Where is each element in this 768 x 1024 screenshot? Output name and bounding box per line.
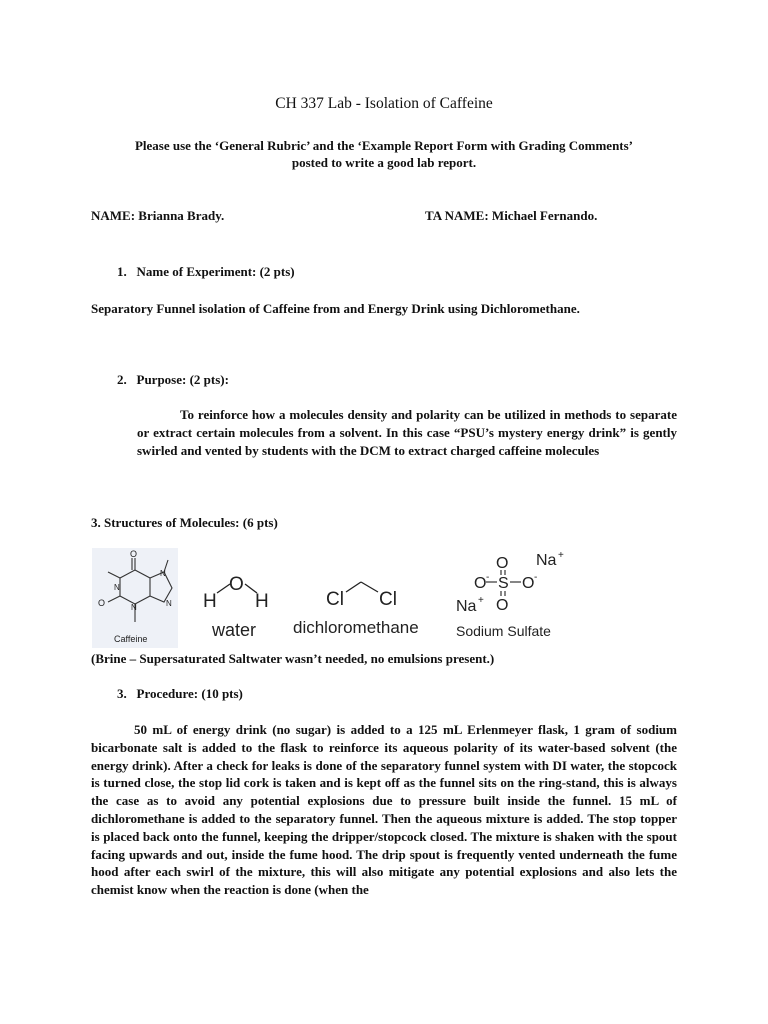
document-title: CH 337 Lab - Isolation of Caffeine — [275, 95, 493, 112]
brine-note: (Brine – Supersaturated Saltwater wasn’t needed, no emulsions present.) — [91, 651, 495, 666]
section-3-heading: 3. Structures of Molecules: (6 pts) — [91, 515, 278, 530]
svg-text:Na: Na — [456, 598, 477, 615]
svg-text:O: O — [98, 598, 106, 608]
svg-text:-: - — [486, 572, 490, 583]
svg-text:O: O — [522, 575, 535, 592]
ta-name: TA NAME: Michael Fernando. — [425, 208, 598, 223]
student-name: NAME: Brianna Brady. — [91, 208, 225, 223]
rubric-line-2: posted to write a good lab report. — [291, 155, 477, 170]
sodium-sulfate-structure — [452, 548, 572, 644]
water-structure — [200, 570, 275, 645]
svg-text:N: N — [166, 599, 172, 608]
svg-text:-: - — [534, 572, 538, 583]
svg-text:O: O — [496, 555, 509, 572]
water-label: water — [212, 620, 257, 640]
caffeine-label: Caffeine — [114, 634, 148, 644]
svg-text:Cl: Cl — [326, 589, 344, 610]
svg-text:N: N — [160, 569, 166, 578]
svg-text:Na: Na — [536, 552, 557, 569]
experiment-name-text: Separatory Funnel isolation of Caffeine from and Energy Drink using Dichloromethane. — [91, 301, 580, 316]
svg-text:N: N — [114, 583, 120, 592]
caffeine-structure — [92, 548, 178, 648]
rubric-instructions — [80, 137, 688, 171]
svg-text:H: H — [255, 591, 269, 612]
dichloromethane-structure — [290, 578, 440, 640]
procedure-text: 50 mL of energy drink (no sugar) is added to a 125 mL Erlenmeyer flask, 1 gram of sodium bicarbonate salt is added to the flask to reinforce its aqueous polarity of its water-based solvent (the energy drink). After a check for leaks is done of the separatory funnel system with DI water, the stopcock is turned close, the stop lid cork is taken and is kept off as the funnel sits on the ring-stand, this is always the case as to avoid any potential explosions due to pressure built inside the funnel. 15 mL of dichloromethane is added to the separatory funnel. Then the aqueous mixture is added. The stop topper is placed back onto the funnel, keeping the dripper/stopcock closed. The mixture is shaken with the spout facing upwards and out, inside the fume hood. The drip spout is frequently vented underneath the fume hood after each swirl of the mixture, this will also mitigate any potential explosions and also lets the chemist know when the reaction is done (when the — [91, 722, 677, 898]
section-2-heading: 2. Purpose: (2 pts): — [117, 372, 229, 387]
svg-text:H: H — [203, 591, 217, 612]
svg-text:+: + — [478, 595, 484, 606]
section-4-heading: 3. Procedure: (10 pts) — [117, 686, 243, 701]
svg-text:O: O — [474, 575, 487, 592]
section-1-heading: 1. Name of Experiment: (2 pts) — [117, 264, 295, 279]
svg-text:O: O — [496, 597, 509, 614]
rubric-line-1: Please use the ‘General Rubric’ and the ‘Example Report Form with Grading Comments’ — [134, 138, 634, 153]
svg-text:S: S — [498, 575, 509, 592]
purpose-text: To reinforce how a molecules density and polarity can be utilized in methods to separate or extract certain molecules from a solvent. In this case “PSU’s mystery energy drink” is gently swirled and vented by students with the DCM to extract charged caffeine molecules — [137, 407, 677, 458]
svg-text:O: O — [130, 549, 138, 559]
svg-text:Cl: Cl — [379, 589, 397, 610]
sodium-sulfate-label: Sodium Sulfate — [456, 623, 551, 639]
svg-text:N: N — [131, 603, 137, 612]
dcm-label: dichloromethane — [293, 618, 419, 637]
svg-text:+: + — [558, 550, 564, 561]
svg-text:O: O — [229, 574, 244, 595]
